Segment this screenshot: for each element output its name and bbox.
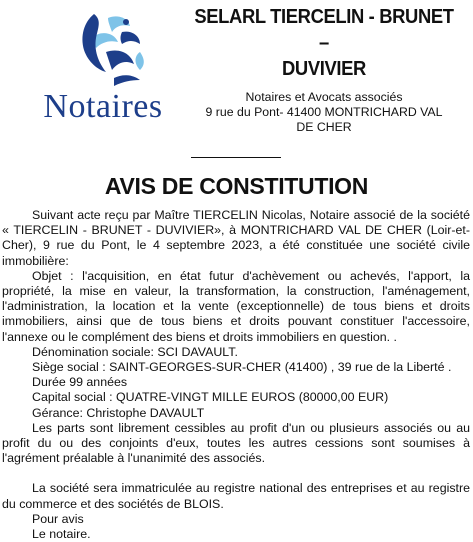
- firm-subtitle: Notaires et Avocats associés: [245, 90, 403, 104]
- separator-rule: [191, 157, 281, 158]
- paragraph-gap: [2, 466, 470, 481]
- emblem-dot: [123, 19, 129, 25]
- emblem-light-drop: [136, 52, 144, 70]
- firm-name: [192, 4, 457, 82]
- intro-paragraph: Suivant acte reçu par Maître TIERCELIN Nicolas, Notaire associé de la société « TIERCELIN - BRUNET - DUVIVIER», à MONTRICHARD VAL DE CHER (Loir-et-Cher), 9 rue du Pont, le 4 septembre 2023, a été constituée une société civile immobilière:: [2, 208, 470, 268]
- duree-line: Durée 99 années: [32, 375, 128, 390]
- emblem-bottom-stroke: [114, 75, 140, 86]
- pour-avis-line: Pour avis: [32, 511, 84, 526]
- gerance-line: Gérance: Christophe DAVAULT: [32, 405, 205, 420]
- firm-header: [180, 4, 468, 135]
- firm-address-line-2: DE CHER: [296, 120, 352, 134]
- immatriculation-paragraph: La société sera immatriculée au registre national des entreprises et au registre du commerce et des sociétés de BLOIS.: [2, 481, 470, 511]
- marianne-emblem-icon: [22, 12, 180, 92]
- firm-details: [180, 90, 468, 135]
- firm-name-line-1: SELARL TIERCELIN - BRUNET –: [194, 6, 454, 54]
- logo-wordmark: Notaires: [43, 88, 163, 125]
- firm-name-line-2: DUVIVIER: [282, 58, 366, 80]
- signature-line: Le notaire.: [32, 527, 91, 542]
- notice-title: AVIS DE CONSTITUTION: [104, 173, 369, 199]
- siege-line: Siège social : SAINT-GEORGES-SUR-CHER (41400) , 39 rue de la Liberté .: [32, 360, 452, 375]
- notaires-logo: [22, 12, 180, 130]
- emblem-dark-wing: [106, 51, 134, 71]
- firm-address-line-1: 9 rue du Pont- 41400 MONTRICHARD VAL: [205, 105, 443, 119]
- emblem-dark-crest: [121, 32, 141, 44]
- objet-paragraph: Objet : l'acquisition, en état futur d'achèvement ou achevés, l'apport, la propriété, la mise en valeur, la transformation, la construction, l'aménagement, l'administration, la location et la vente (exceptionnelle) de tous biens et droits immobiliers, ainsi que de tous biens et droits pouvant constituer l'accessoire, l'annexe ou le complément des biens et droits immobiliers en question. .: [2, 268, 470, 344]
- notice-body: [2, 208, 470, 542]
- denomination-line: Dénomination sociale: SCI DAVAULT.: [32, 344, 238, 359]
- capital-line: Capital social : QUATRE-VINGT MILLE EUROS (80000,00 EUR): [32, 390, 389, 405]
- parts-paragraph: Les parts sont librement cessibles au profit d'un ou plusieurs associés ou au profit du ou des conjoints d'eux, toutes les autres cessions sont soumises à l'agrément préalable à l'unanimité des associés.: [2, 420, 470, 466]
